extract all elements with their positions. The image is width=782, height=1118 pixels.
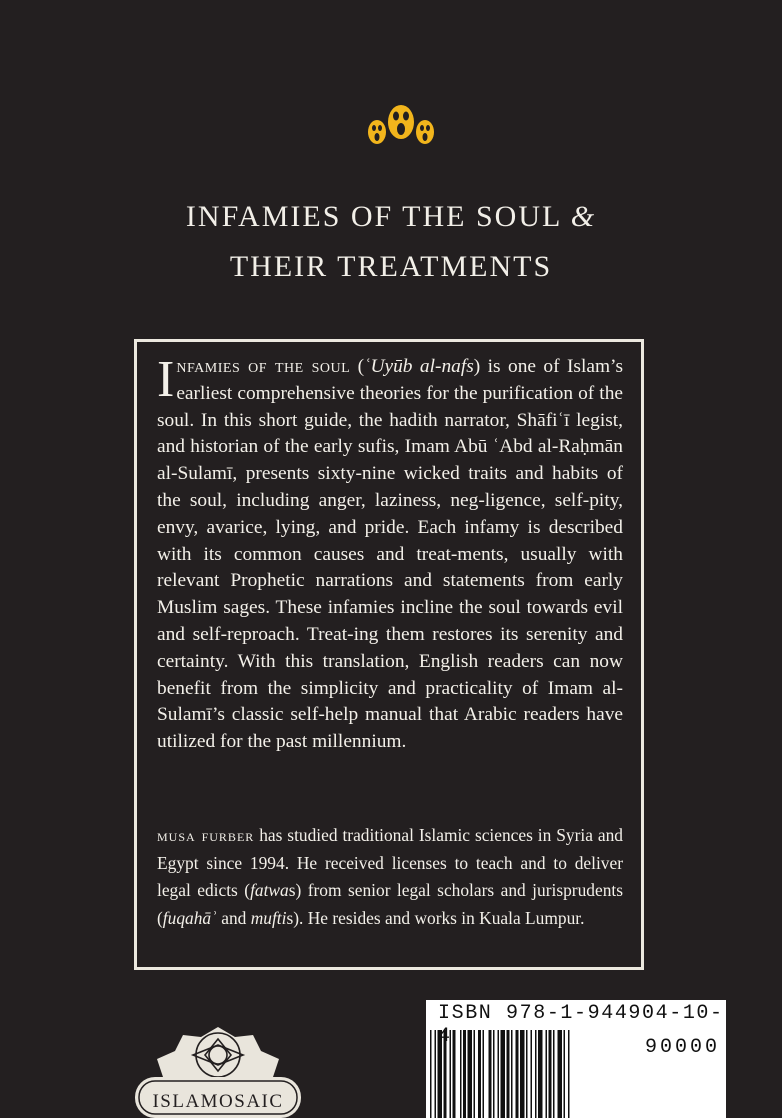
book-title-line-2: THEIR TREATMENTS xyxy=(229,250,553,283)
title-ampersand: & xyxy=(570,200,597,233)
author-name: musa furber xyxy=(157,825,255,845)
author-bio: musa furber has studied traditional Islamic sciences in Syria and Egypt since 1994. He received licenses to teach and to deliver legal edicts (fatwas) from senior legal scholars and jurisprudents (fuqahāʾ and muftis). He resides and works in Kuala Lumpur. xyxy=(157,825,623,928)
screaming-faces-icon xyxy=(361,102,441,150)
publisher-name: ISLAMOSAIC xyxy=(152,1091,284,1112)
price-code: 90000 xyxy=(644,1036,720,1059)
book-description: Infamies of the soul (ʿUyūb al-nafs) is one of Islam’s earliest comprehensive theories for the purification of the soul. In this short guide, the hadith narrator, Shāfiʿī legist, and historian of the early sufis, Imam Abū ʿAbd al-Raḥmān al-Sulamī, presents sixty-nine wicked traits and habits of the soul, including anger, laziness, neg-ligence, self-pity, envy, avarice, lying, and pride. Each infamy is described with its common causes and treat-ments, usually with relevant Prophetic narrations and statements from early Muslim sages. These infamies incline the soul towards evil and self-reproach. Treat-ing them restores its serenity and certainty. With this translation, English readers can now benefit from the simplicity and practicality of Imam al-Sulamī’s classic self-help manual that Arabic readers have utilized for the past millennium. xyxy=(157,351,623,753)
barcode xyxy=(426,1000,726,1118)
drop-cap: I xyxy=(157,351,175,408)
isbn-label: ISBN 978-1-944904-10- xyxy=(438,1002,724,1025)
islamosaic-logo xyxy=(133,1025,303,1118)
book-title-line-1: INFAMIES OF THE SOUL & xyxy=(185,200,597,233)
